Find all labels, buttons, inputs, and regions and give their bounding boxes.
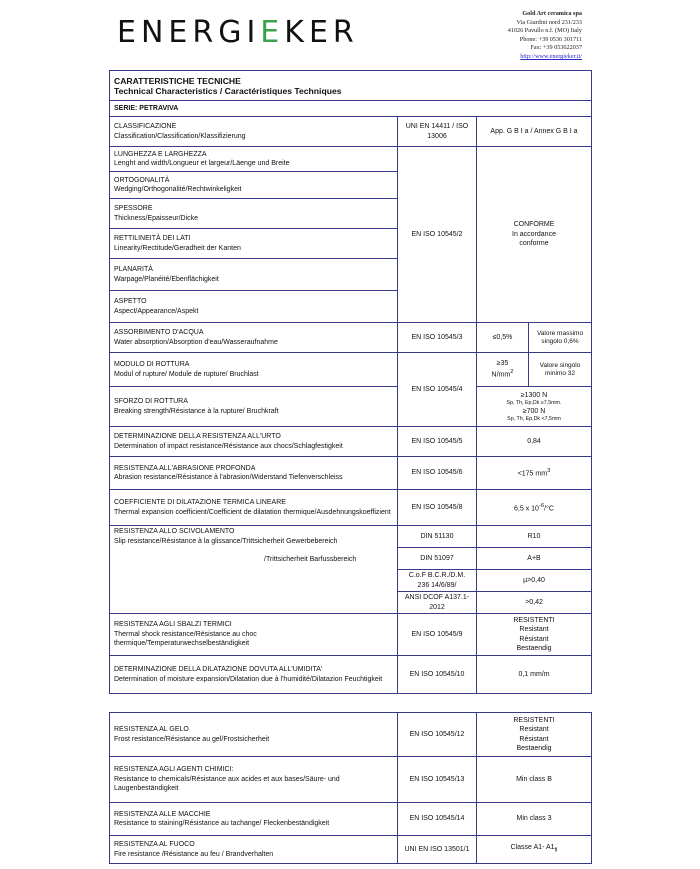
- table-row: DETERMINAZIONE DELLA RESISTENZA ALL'URTO Determination of impact resistance/Résistance aux chocs/Schlagfestigkeit EN ISO 10545/5 0,84: [110, 427, 592, 457]
- technical-table: [109, 70, 592, 694]
- table-row: C.o.F B.C.R./D.M. 236 14/6/89/ µ>0,40: [110, 570, 592, 592]
- table-row: SPESSORE Thickness/Epaisseur/Dicke: [110, 199, 592, 229]
- company-fax: Fax: +39 053622037: [530, 44, 582, 52]
- energieker-logo: ENERGIEKER: [117, 15, 359, 50]
- table-row: RESISTENZA ALLE MACCHIE Resistance to staining/Résistance au tachange/ Fleckenbeständigkeit EN ISO 10545/14 Min class 3: [110, 803, 592, 836]
- table-row: SFORZO DI ROTTURA Breaking strength/Résistance à la rupture/ Bruchkraft ≥1300 N Sp, Th, Ep,Dk ≥7,5mm. ≥700 N Sp, Th, Ep,Dk <7,5mm: [110, 387, 592, 427]
- table-row: DETERMINAZIONE DELLA DILATAZIONE DOVUTA ALL'UMIDITA' Determination of moisture expansion/Dilatation due à l'humidité/Dilatazion Feuchtigkeit EN ISO 10545/10 0,1 mm/m: [110, 656, 592, 694]
- table-row: ANSI DCOF A137.1-2012 >0,42: [110, 592, 592, 614]
- company-address-2: 41026 Pavullo n.f. (MO) Italy: [507, 27, 582, 35]
- table-row: COEFFICIENTE DI DILATAZIONE TERMICA LINEARE Thermal expansion coefficient/Coefficient de dilatation thermique/Ausdehnungskoeffizient EN ISO 10545/8 6,5 x $10^{-6}/^\circ C$: [110, 490, 592, 526]
- company-phone: Phone: +39 0536 301711: [519, 35, 582, 43]
- table-row: MODULO DI ROTTURA Modul of rupture/ Module de rupture/ Bruchlast EN ISO 10545/4 ≥35 $N/mm^2$ Valore singolo minimo 32: [110, 353, 592, 387]
- technical-table-2: [109, 712, 592, 864]
- company-name: Gold Art ceramica spa: [522, 10, 582, 17]
- company-address-1: Via Giardini nord 231/233: [516, 18, 582, 26]
- table-row: RESISTENZA AGLI AGENTI CHIMICI: Resistance to chemicals/Résistance aux acides et aux bases/Säure- und Laugenbeständigkeit EN ISO 10545/13 Min class B: [110, 757, 592, 803]
- serie-label: SERIE: PETRAVIVA: [110, 101, 592, 117]
- table-row: RESISTENZA AGLI SBALZI TERMICI Thermal shock resistance/Résistance au choc thermique/Temperaturwechselbeständigkeit EN ISO 10545/9 RESISTENTI Resistant Résistant Bestaendig: [110, 614, 592, 656]
- table-row: DIN 51097 A+B: [110, 548, 592, 570]
- company-info: [508, 10, 582, 62]
- table-row: RESISTENZA ALL'ABRASIONE PROFONDA Abrasion resistance/Résistance à l'abrasion/Widerstand Tiefenverschleiss EN ISO 10545/6 <175 $mm^3$: [110, 457, 592, 490]
- table-row: ORTOGONALITÀ Wedging/Orthogonalité/Rechtwinkeligkeit: [110, 172, 592, 199]
- company-url-link[interactable]: http://www.energieker.it/: [520, 52, 582, 60]
- table-row: RESISTENZA AL FUOCO Fire resistance /Résistance au feu / Brandverhalten UNI EN ISO 13501/1 Classe A1- $A1_{fl}$: [110, 836, 592, 864]
- table-row: RETTILINEITÀ DEI LATI Linearity/Rectitude/Geradheit der Kanten: [110, 229, 592, 259]
- table-row: PLANARITÀ Warpage/Planéité/Ebenflächigkeit: [110, 259, 592, 291]
- table-row: RESISTENZA AL GELO Frost resistance/Résistance au gel/Frostsicherheit EN ISO 10545/12 RESISTENTI Resistant Résistant Bestaendig: [110, 713, 592, 757]
- table-row: LUNGHEZZA E LARGHEZZA Lenght and width/Longueur et largeur/Läenge und Breite EN ISO 10545/2 CONFORME In accordance conforme: [110, 147, 592, 172]
- table-row: CLASSIFICAZIONE Classification/Classification/Klassifizierung UNI EN 14411 / ISO 13006 App. G B I a / Annex G B I a: [110, 117, 592, 147]
- table-row: ASPETTO Aspect/Appearance/Aspekt: [110, 291, 592, 323]
- table-title: CARATTERISTICHE TECNICHE Technical Characteristics / Caractéristiques Techniques: [110, 71, 592, 101]
- table-row: RESISTENZA ALLO SCIVOLAMENTO Slip resistance/Résistance à la glissance/Trittsicherheit Gewerbebereich /Trittsicherheit Barfussbereich DIN 51130 R10: [110, 526, 592, 548]
- table-row: ASSORBIMENTO D'ACQUA Water absorption/Absorption d'eau/Wasseraufnahme EN ISO 10545/3 ≤0,5% Valore massimo singolo 0,6%: [110, 323, 592, 353]
